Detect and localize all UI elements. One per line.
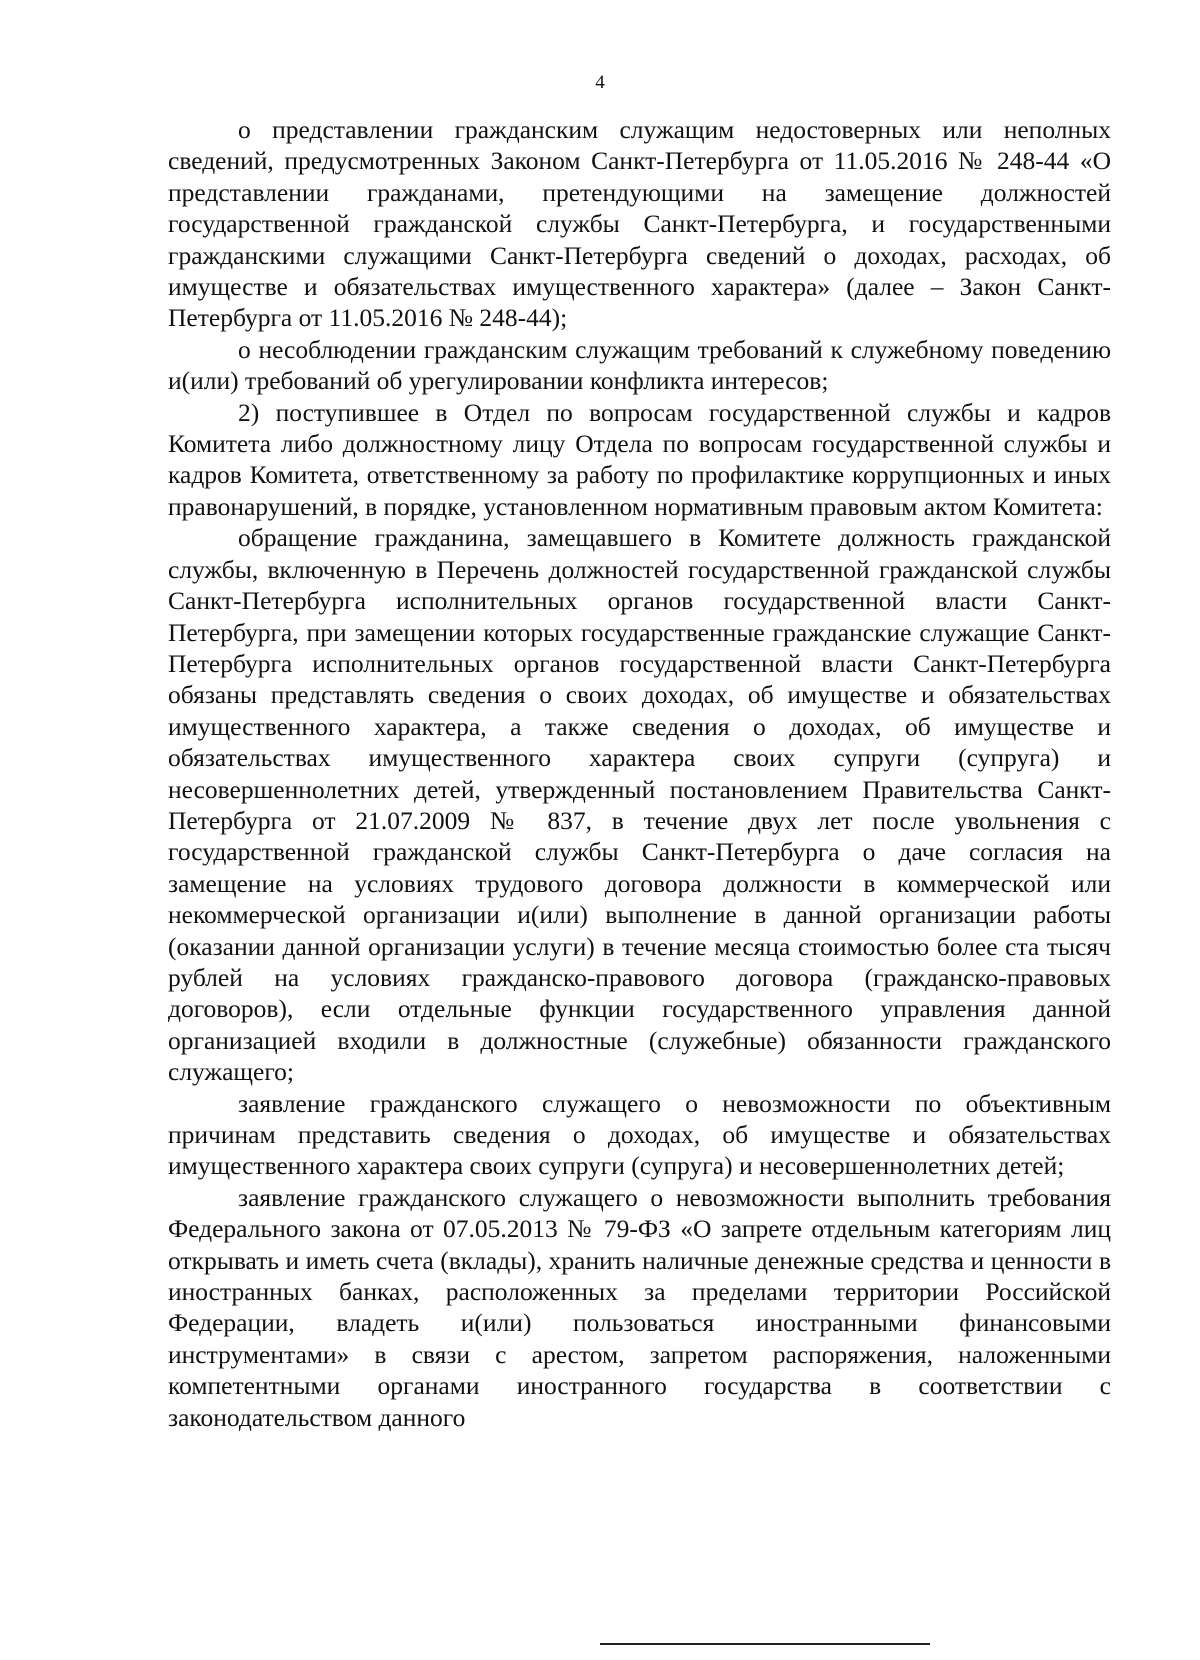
paragraph-conduct-requirements: о несоблюдении гражданским служащим требований к служебному поведению и(или) требований об урегулировании конфликта интересов; <box>168 334 1111 396</box>
paragraph-item-2: 2) поступившее в Отдел по вопросам государственной службы и кадров Комитета либо должностному лицу Отдела по вопросам государственной службы и кадров Комитета, ответственному за работу по профилактике коррупционных и иных правонарушений, в порядке, установленном нормативным правовым актом Комитета: <box>168 397 1111 521</box>
page-number: 4 <box>595 72 605 93</box>
document-body <box>168 114 1111 1433</box>
paragraph-spouse-income-statement: заявление гражданского служащего о невозможности по объективным причинам представить сведения о доходах, об имуществе и обязательствах имущественного характера своих супруги (супруга) и несовершеннолетних детей; <box>168 1088 1111 1181</box>
paragraph-false-info: о представлении гражданским служащим недостоверных или неполных сведений, предусмотренных Законом Санкт-Петербурга от 11.05.2016 № 248-44 «О представлении гражданами, претендующими на замещение должностей государственной гражданской службы Санкт-Петербурга, и государственными гражданскими служащими Санкт-Петербурга сведений о доходах, расходах, об имуществе и обязательствах имущественного характера» (далее – Закон Санкт-Петербурга от 11.05.2016 № 248-44); <box>168 115 1111 333</box>
paragraph-foreign-accounts-statement: заявление гражданского служащего о невозможности выполнить требования Федерального закона от 07.05.2013 № 79-ФЗ «О запрете отдельным категориям лиц открывать и иметь счета (вклады), хранить наличные денежные средства и ценности в иностранных банках, расположенных за пределами территории Российской Федерации, владеть и(или) пользоваться иностранными финансовыми инструментами» в связи с арестом, запретом распоряжения, наложенными компетентными органами иностранного государства в соответствии с законодательством данного <box>168 1182 1111 1432</box>
paragraph-citizen-appeal: обращение гражданина, замещавшего в Комитете должность гражданской службы, включенную в Перечень должностей государственной гражданской службы Санкт-Петербурга исполнительных органов государственной власти Санкт-Петербурга, при замещении которых государственные гражданские служащие Санкт-Петербурга исполнительных органов государственной власти Санкт-Петербурга обязаны представлять сведения о своих доходах, об имуществе и обязательствах имущественного характера, а также сведения о доходах, об имуществе и обязательствах имущественного характера своих супруги (супруга) и несовершеннолетних детей, утвержденный постановлением Правительства Санкт-Петербурга от 21.07.2009 № 837, в течение двух лет после увольнения с государственной гражданской службы Санкт-Петербурга о даче согласия на замещение на условиях трудового договора должности в коммерческой или некоммерческой организации и(или) выполнение в данной организации работы (оказании данной организации услуги) в течение месяца стоимостью более ста тысяч рублей на условиях гражданско-правового договора (гражданско-правовых договоров), если отдельные функции государственного управления данной организацией входили в должностные (служебные) обязанности гражданского служащего; <box>168 523 1111 1087</box>
footer-divider <box>600 1643 930 1645</box>
